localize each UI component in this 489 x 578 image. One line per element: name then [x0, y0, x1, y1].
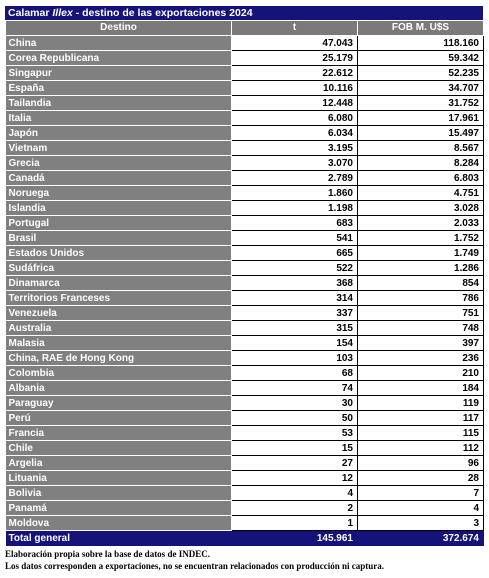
row-t: 315 — [232, 321, 358, 336]
row-destino: Argelia — [6, 456, 232, 471]
table-row — [6, 366, 484, 381]
row-destino: Francia — [6, 426, 232, 441]
row-fob: 118.160 — [358, 36, 484, 51]
footnotes — [5, 548, 483, 572]
row-fob: 210 — [358, 366, 484, 381]
table-row — [6, 516, 484, 531]
row-t: 2.789 — [232, 171, 358, 186]
row-destino: Perú — [6, 411, 232, 426]
row-destino: Singapur — [6, 66, 232, 81]
title-species: Illex — [52, 7, 73, 19]
row-fob: 52.235 — [358, 66, 484, 81]
row-destino: Territorios Franceses — [6, 291, 232, 306]
footnote-scope: Los datos corresponden a exportaciones, no se encuentran relacionados con producción ni captura. — [5, 561, 385, 571]
row-t: 15 — [232, 441, 358, 456]
row-fob: 34.707 — [358, 81, 484, 96]
row-fob: 15.497 — [358, 126, 484, 141]
row-fob: 3.028 — [358, 201, 484, 216]
row-destino: Panamá — [6, 501, 232, 516]
row-fob: 1.286 — [358, 261, 484, 276]
row-fob: 751 — [358, 306, 484, 321]
row-fob: 854 — [358, 276, 484, 291]
table-row — [6, 336, 484, 351]
row-t: 30 — [232, 396, 358, 411]
table-row — [6, 411, 484, 426]
title-prefix: Calamar — [8, 7, 53, 19]
row-destino: Bolivia — [6, 486, 232, 501]
row-destino: Estados Unidos — [6, 246, 232, 261]
table-title — [5, 6, 483, 20]
row-destino: Noruega — [6, 186, 232, 201]
row-t: 665 — [232, 246, 358, 261]
table-row — [6, 501, 484, 516]
row-t: 3.195 — [232, 141, 358, 156]
row-fob: 115 — [358, 426, 484, 441]
row-destino: Malasia — [6, 336, 232, 351]
table-row — [6, 246, 484, 261]
row-fob: 184 — [358, 381, 484, 396]
row-t: 541 — [232, 231, 358, 246]
row-fob: 117 — [358, 411, 484, 426]
table-row — [6, 171, 484, 186]
row-destino: España — [6, 81, 232, 96]
row-t: 12 — [232, 471, 358, 486]
row-destino: Tailandia — [6, 96, 232, 111]
table-row — [6, 441, 484, 456]
column-header-fob: FOB M. U$S — [358, 21, 484, 36]
row-fob: 4.751 — [358, 186, 484, 201]
row-t: 314 — [232, 291, 358, 306]
row-fob: 17.961 — [358, 111, 484, 126]
row-destino: Italia — [6, 111, 232, 126]
row-destino: Canadá — [6, 171, 232, 186]
row-t: 22.612 — [232, 66, 358, 81]
total-label: Total general — [6, 531, 232, 546]
row-t: 1 — [232, 516, 358, 531]
row-destino: Portugal — [6, 216, 232, 231]
row-fob: 31.752 — [358, 96, 484, 111]
export-destinations-table — [5, 20, 484, 546]
row-destino: Brasil — [6, 231, 232, 246]
row-t: 12.448 — [232, 96, 358, 111]
row-destino: China — [6, 36, 232, 51]
row-t: 2 — [232, 501, 358, 516]
table-row — [6, 66, 484, 81]
table-row — [6, 96, 484, 111]
total-t: 145.961 — [232, 531, 358, 546]
export-table-container — [5, 6, 483, 572]
row-t: 53 — [232, 426, 358, 441]
row-t: 103 — [232, 351, 358, 366]
row-destino: Islandia — [6, 201, 232, 216]
table-row — [6, 396, 484, 411]
row-t: 25.179 — [232, 51, 358, 66]
row-destino: Colombia — [6, 366, 232, 381]
table-row — [6, 291, 484, 306]
row-t: 522 — [232, 261, 358, 276]
row-destino: Albania — [6, 381, 232, 396]
row-fob: 8.284 — [358, 156, 484, 171]
row-t: 68 — [232, 366, 358, 381]
row-destino: Dinamarca — [6, 276, 232, 291]
table-row — [6, 276, 484, 291]
row-destino: Vietnam — [6, 141, 232, 156]
row-fob: 28 — [358, 471, 484, 486]
row-destino: Corea Republicana — [6, 51, 232, 66]
row-fob: 7 — [358, 486, 484, 501]
row-fob: 96 — [358, 456, 484, 471]
table-row — [6, 186, 484, 201]
column-header-row — [6, 21, 484, 36]
table-row — [6, 471, 484, 486]
table-row — [6, 261, 484, 276]
row-t: 6.080 — [232, 111, 358, 126]
row-fob: 59.342 — [358, 51, 484, 66]
table-row — [6, 111, 484, 126]
table-row — [6, 141, 484, 156]
title-suffix: - destino de las exportaciones 2024 — [72, 7, 253, 19]
row-fob: 4 — [358, 501, 484, 516]
table-row — [6, 231, 484, 246]
row-destino: Moldova — [6, 516, 232, 531]
table-row — [6, 426, 484, 441]
row-t: 368 — [232, 276, 358, 291]
table-row — [6, 201, 484, 216]
row-t: 47.043 — [232, 36, 358, 51]
row-t: 74 — [232, 381, 358, 396]
row-fob: 3 — [358, 516, 484, 531]
row-t: 4 — [232, 486, 358, 501]
table-row — [6, 321, 484, 336]
row-t: 50 — [232, 411, 358, 426]
row-t: 10.116 — [232, 81, 358, 96]
table-row — [6, 351, 484, 366]
total-fob: 372.674 — [358, 531, 484, 546]
row-fob: 6.803 — [358, 171, 484, 186]
table-row — [6, 126, 484, 141]
row-destino: Paraguay — [6, 396, 232, 411]
row-t: 1.860 — [232, 186, 358, 201]
row-fob: 397 — [358, 336, 484, 351]
row-destino: Venezuela — [6, 306, 232, 321]
column-header-t: t — [232, 21, 358, 36]
table-row — [6, 381, 484, 396]
row-fob: 119 — [358, 396, 484, 411]
table-row — [6, 216, 484, 231]
row-fob: 2.033 — [358, 216, 484, 231]
row-destino: Australia — [6, 321, 232, 336]
table-body — [6, 36, 484, 531]
row-destino: Japón — [6, 126, 232, 141]
row-fob: 1.749 — [358, 246, 484, 261]
table-row — [6, 51, 484, 66]
table-row — [6, 486, 484, 501]
row-fob: 8.567 — [358, 141, 484, 156]
row-t: 337 — [232, 306, 358, 321]
row-t: 3.070 — [232, 156, 358, 171]
row-t: 683 — [232, 216, 358, 231]
row-destino: China, RAE de Hong Kong — [6, 351, 232, 366]
row-fob: 236 — [358, 351, 484, 366]
row-t: 1.198 — [232, 201, 358, 216]
table-row — [6, 456, 484, 471]
table-row — [6, 306, 484, 321]
row-destino: Sudáfrica — [6, 261, 232, 276]
row-fob: 748 — [358, 321, 484, 336]
row-destino: Lituania — [6, 471, 232, 486]
row-destino: Grecia — [6, 156, 232, 171]
table-row — [6, 36, 484, 51]
total-row — [6, 531, 484, 546]
row-t: 6.034 — [232, 126, 358, 141]
row-t: 27 — [232, 456, 358, 471]
row-destino: Chile — [6, 441, 232, 456]
footnote-source: Elaboración propia sobre la base de datos de INDEC. — [5, 549, 210, 559]
table-row — [6, 81, 484, 96]
table-row — [6, 156, 484, 171]
row-t: 154 — [232, 336, 358, 351]
row-fob: 112 — [358, 441, 484, 456]
column-header-destino: Destino — [6, 21, 232, 36]
row-fob: 786 — [358, 291, 484, 306]
row-fob: 1.752 — [358, 231, 484, 246]
